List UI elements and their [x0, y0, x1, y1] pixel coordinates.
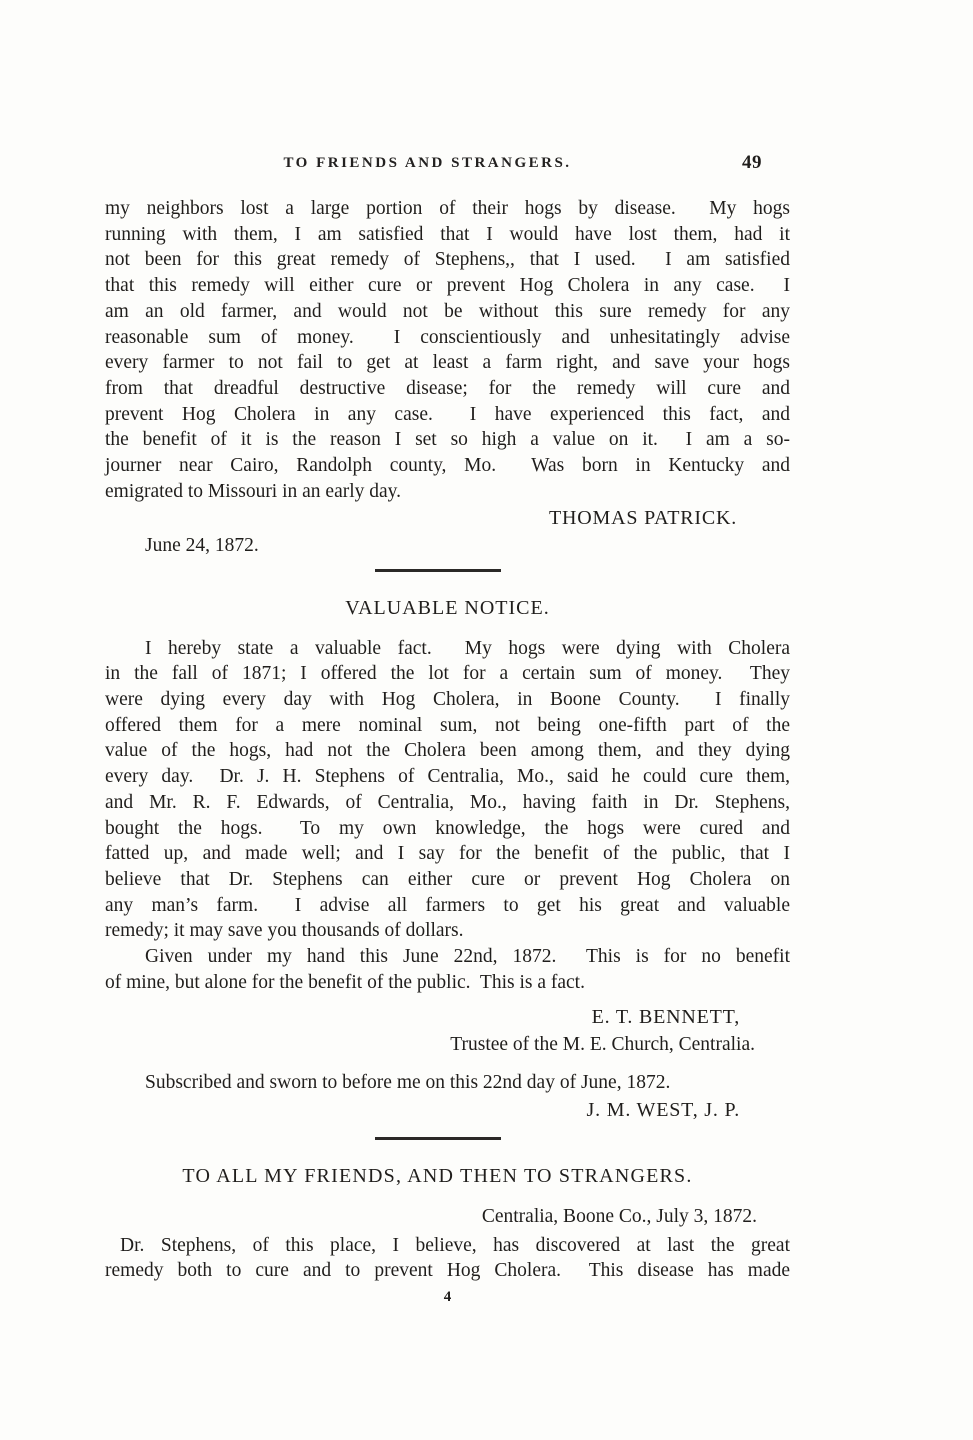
- heading-valuable-notice: VALUABLE NOTICE.: [345, 596, 550, 619]
- text-line: bought the hogs. To my own knowledge, the hogs were cured and: [105, 817, 790, 839]
- text-line: journer near Cairo, Randolph county, Mo. Was born in Kentucky and: [105, 455, 790, 477]
- patrick-letter-paragraph: [105, 196, 790, 504]
- text-line: in the fall of 1871; I offered the lot for a certain sum of money. They: [105, 663, 790, 685]
- text-line: from that dreadful destructive disease; for the remedy will cure and: [105, 377, 790, 399]
- text-line: remedy; it may save you thousands of dollars.: [105, 920, 464, 942]
- text-line: every day. Dr. J. H. Stephens of Centralia, Mo., said he could cure them,: [105, 766, 790, 788]
- text-line: fatted up, and made well; and I say for the benefit of the public, that I: [105, 843, 790, 865]
- text-line: of mine, but alone for the benefit of the public. This is a fact.: [105, 971, 585, 993]
- text-line: any man’s farm. I advise all farmers to get his great and valuable: [105, 894, 790, 916]
- text-line: Dr. Stephens, of this place, I believe, has discovered at last the great: [120, 1234, 790, 1256]
- bennett-title-line: Trustee of the M. E. Church, Centralia.: [450, 1034, 755, 1056]
- text-line: were dying every day with Hog Cholera, in Boone County. I finally: [105, 689, 790, 711]
- text-line: the benefit of it is the reason I set so high a value on it. I am a so-: [105, 429, 790, 451]
- bennett-statement-paragraph: [105, 636, 790, 944]
- text-line: and Mr. R. F. Edwards, of Centralia, Mo., having faith in Dr. Stephens,: [105, 791, 790, 813]
- signature-e-t-bennett: E. T. BENNETT,: [591, 1006, 740, 1029]
- text-line: my neighbors lost a large portion of their hogs by disease. My hogs: [105, 198, 790, 219]
- running-head: [105, 150, 790, 176]
- section-divider-rule: [375, 569, 501, 572]
- text-line: remedy both to cure and to prevent Hog Cholera. This disease has made: [105, 1260, 790, 1282]
- text-line: I hereby state a valuable fact. My hogs were dying with Cholera: [145, 637, 790, 659]
- page-number: 49: [742, 152, 762, 173]
- dateline-centralia: Centralia, Boone Co., July 3, 1872.: [481, 1205, 757, 1227]
- text-line: running with them, I am satisfied that I would have lost them, had it: [105, 223, 790, 245]
- text-line: offered them for a mere nominal sum, not being one-fifth part of the: [105, 714, 790, 736]
- given-under-hand-paragraph: [105, 944, 790, 995]
- text-line: am an old farmer, and would not be without this sure remedy for any: [105, 300, 790, 322]
- text-line: reasonable sum of money. I conscientiously and unhesitatingly advise: [105, 326, 790, 348]
- text-line: not been for this great remedy of Stephens,, that I used. I am satisfied: [105, 249, 790, 271]
- printers-signature-mark: 4: [443, 1289, 452, 1306]
- text-line: that this remedy will either cure or prevent Hog Cholera in any case. I: [105, 275, 790, 297]
- running-title: TO FRIENDS AND STRANGERS.: [283, 155, 572, 171]
- text-line: prevent Hog Cholera in any case. I have experienced this fact, and: [105, 403, 790, 425]
- dateline-june-24: June 24, 1872.: [145, 535, 259, 557]
- text-column: [105, 150, 790, 1308]
- text-line: believe that Dr. Stephens can either cure or prevent Hog Cholera on: [105, 868, 790, 890]
- text-line: Subscribed and sworn to before me on this 22nd day of June, 1872.: [145, 1072, 671, 1094]
- text-line: Given under my hand this June 22nd, 1872. This is for no benefit: [145, 946, 790, 968]
- section-divider-rule: [375, 1137, 501, 1140]
- subscribed-sworn-paragraph: [105, 1070, 790, 1096]
- text-line: emigrated to Missouri in an early day.: [105, 480, 402, 502]
- heading-to-all-my-friends: TO ALL MY FRIENDS, AND THEN TO STRANGERS.: [182, 1164, 693, 1187]
- text-line: value of the hogs, had not the Cholera been among them, and they dying: [105, 740, 790, 762]
- signature-j-m-west: J. M. WEST, J. P.: [586, 1099, 740, 1122]
- signature-thomas-patrick: THOMAS PATRICK.: [549, 507, 737, 530]
- text-line: every farmer to not fail to get at least a farm right, and save your hogs: [105, 352, 790, 374]
- stephens-letter-paragraph: [105, 1233, 790, 1284]
